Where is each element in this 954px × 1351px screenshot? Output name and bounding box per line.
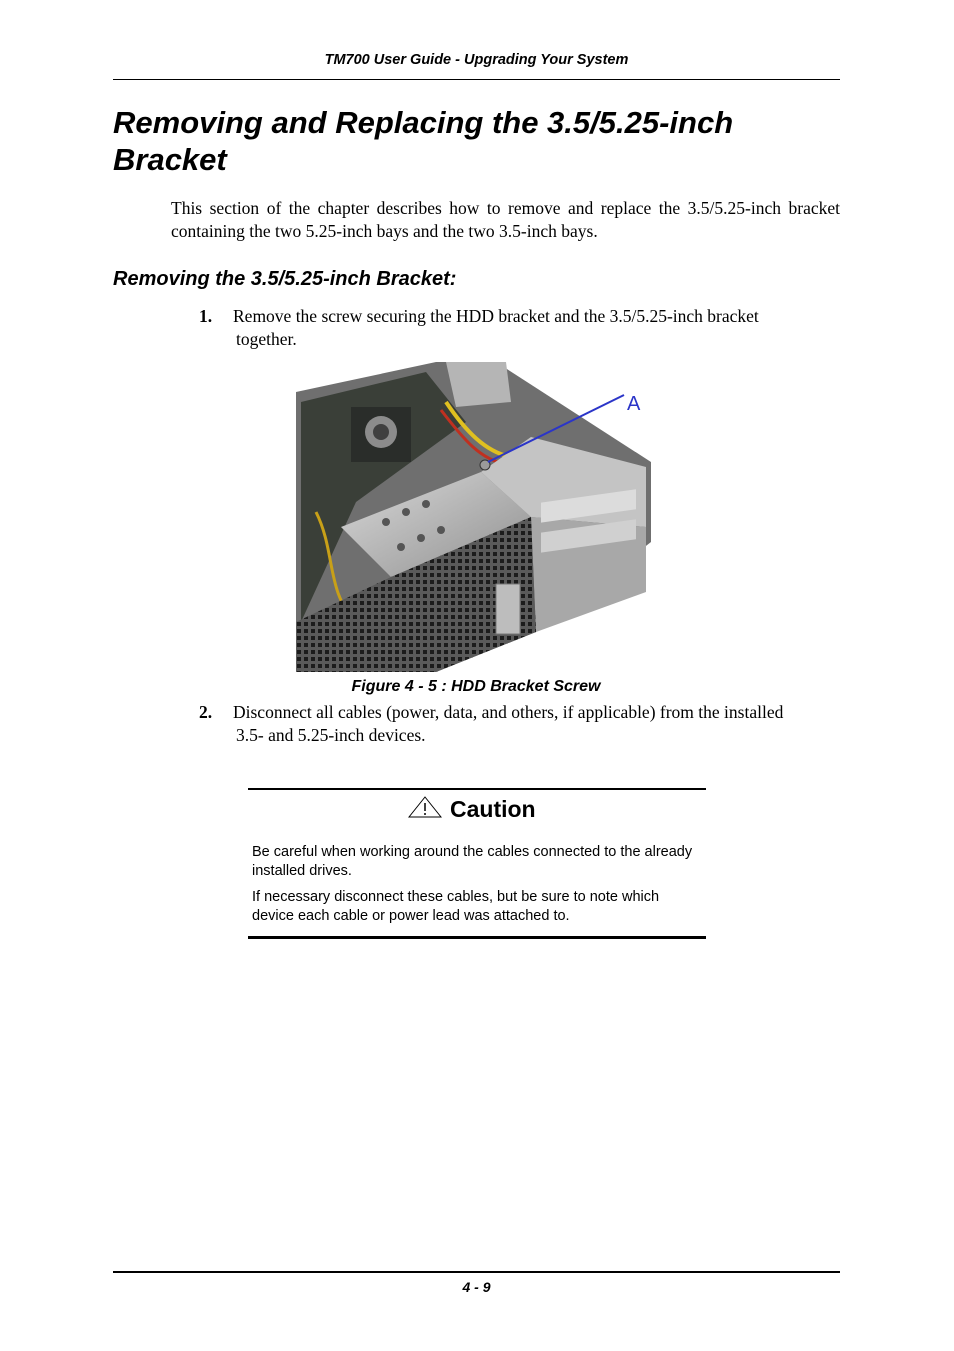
- warning-triangle-icon: [408, 796, 442, 823]
- footer-rule: [113, 1271, 840, 1273]
- step-2: [199, 701, 840, 747]
- running-header: TM700 User Guide - Upgrading Your System: [324, 52, 629, 68]
- callout-label: A: [627, 393, 641, 415]
- figure-caption: Figure 4 - 5 : HDD Bracket Screw: [351, 678, 601, 695]
- caution-box: [248, 788, 706, 941]
- page-number: 4 - 9: [462, 1279, 491, 1295]
- step-number: 2.: [199, 702, 213, 722]
- caution-heading: [408, 796, 536, 823]
- caution-paragraph: Be careful when working around the cables connected to the already installed drives.: [252, 844, 693, 879]
- step-number: 1.: [199, 306, 213, 326]
- hdd-bracket-photo: [296, 362, 656, 672]
- section-title: Removing and Replacing the 3.5/5.25-inch Bracket: [113, 105, 734, 177]
- caution-title: Caution: [450, 796, 536, 822]
- step-1: [199, 305, 840, 351]
- caution-bottom-rule: [248, 936, 706, 939]
- step-text-continuation: 3.5- and 5.25-inch devices.: [236, 725, 426, 745]
- intro-paragraph: This section of the chapter describes how to remove and replace the 3.5/5.25-inch bracket containing the two 5.25-inch bays and the two 3.5-inch bays.: [171, 198, 840, 241]
- step-text-line: Disconnect all cables (power, data, and others, if applicable) from the installed: [233, 702, 784, 722]
- caution-paragraph: If necessary disconnect these cables, but be sure to note which device each cable or power lead was attached to.: [252, 889, 660, 924]
- header-rule: [113, 79, 840, 80]
- step-text-continuation: together.: [236, 329, 297, 349]
- step-text-line: Remove the screw securing the HDD bracket and the 3.5/5.25-inch bracket: [233, 306, 759, 326]
- caution-top-rule: [248, 788, 706, 790]
- subsection-title: Removing the 3.5/5.25-inch Bracket:: [113, 268, 457, 290]
